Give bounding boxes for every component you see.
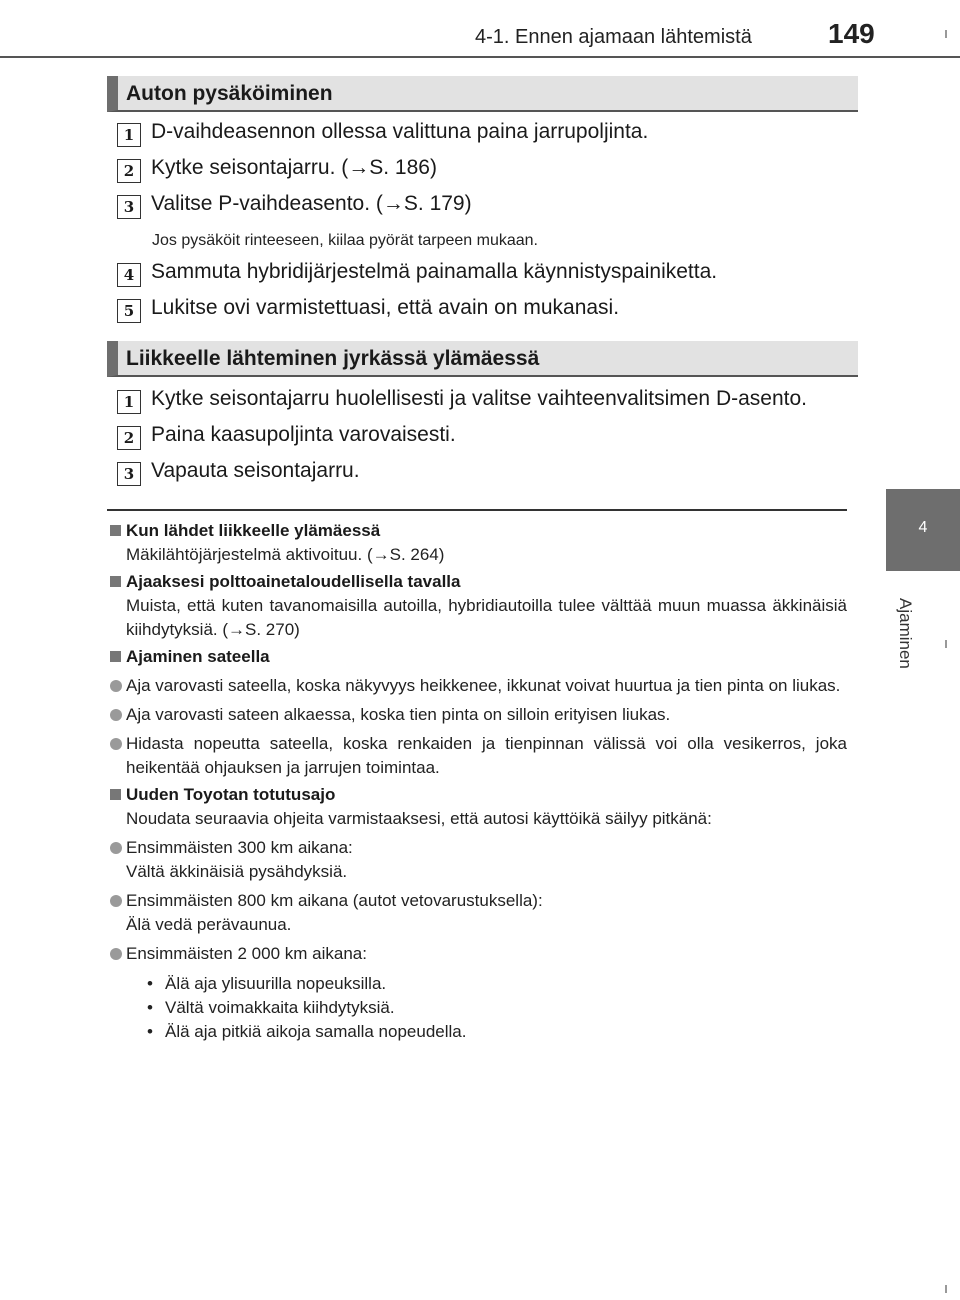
list-item [107,889,847,937]
crop-mark [945,1285,947,1293]
step-number: 5 [117,299,141,323]
circle-bullet-icon [110,738,122,750]
note-body: Mäkilähtöjärjestelmä aktivoituu. (→S. 264) [126,545,445,564]
chapter-label: Ajaminen [896,598,915,669]
list-item [107,674,847,698]
note-heading-text: Uuden Toyotan totutusajo [126,785,336,804]
section-header-parking [107,76,858,112]
list-item-text: Ensimmäisten 800 km aikana (autot vetovarustuksella): [126,891,543,910]
header-rule [0,56,960,58]
list-item [107,836,847,884]
step-text: Valitse P-vaihdeasento. (→S. 179) [151,192,472,215]
note-heading [107,519,847,543]
circle-bullet-icon [110,842,122,854]
section-divider [107,509,847,511]
note-heading-text: Ajaaksesi polttoainetaloudellisella tavalla [126,572,461,591]
section-title: Auton pysäköiminen [126,82,333,105]
notes-section [107,516,847,1044]
list-item-text: Vältä äkkinäisiä pysähdyksiä. [126,862,348,881]
sub-list [107,972,847,1044]
chapter-tab [886,489,960,571]
section-title: Liikkeelle lähteminen jyrkässä ylämäessä [126,347,540,370]
step-text: Paina kaasupoljinta varovaisesti. [151,423,456,446]
crop-mark [945,30,947,38]
header-title: 4-1. Ennen ajamaan lähtemistä [475,26,752,48]
page-number: 149 [828,18,875,49]
list-item [107,732,847,780]
square-bullet-icon [110,576,121,587]
step-number: 3 [117,195,141,219]
note-heading [107,645,847,669]
step-text: Lukitse ovi varmistettuasi, että avain on mukanasi. [151,296,620,319]
step-text: Vapauta seisontajarru. [151,459,360,482]
step-text: D-vaihdeasennon ollessa valittuna paina jarrupoljinta. [151,120,649,143]
step-text: Sammuta hybridijärjestelmä painamalla käynnistyspainiketta. [151,260,718,283]
chapter-number: 4 [918,519,928,536]
note-body: Noudata seuraavia ohjeita varmistaaksesi, että autosi käyttöikä säilyy pitkänä: [126,809,712,828]
step-number: 3 [117,462,141,486]
list-item-text: Aja varovasti sateen alkaessa, koska tien pinta on silloin erityisen liukas. [126,705,671,724]
step-number: 2 [117,159,141,183]
circle-bullet-icon [110,895,122,907]
step-number: 2 [117,426,141,450]
circle-bullet-icon [110,948,122,960]
step-number: 1 [117,123,141,147]
section-header-uphill [107,341,858,377]
note-body: Muista, että kuten tavanomaisilla autoilla, hybridiautoilla tulee välttää muun muassa äkkinäisiä kiihdytyksiä. (→S. 270) [126,596,847,639]
note-heading [107,783,847,807]
list-item [107,703,847,727]
circle-bullet-icon [110,709,122,721]
sub-list-item: • Vältä voimakkaita kiihdytyksiä. [143,996,847,1020]
step-number: 1 [117,390,141,414]
circle-bullet-icon [110,680,122,692]
sub-list-item: • Älä aja ylisuurilla nopeuksilla. [143,972,847,996]
list-item-text: Ensimmäisten 2 000 km aikana: [126,944,367,963]
note-heading-text: Kun lähdet liikkeelle ylämäessä [126,521,381,540]
sub-list-item: • Älä aja pitkiä aikoja samalla nopeudella. [143,1020,847,1044]
step-number: 4 [117,263,141,287]
list-item-text: Älä vedä perävaunua. [126,915,292,934]
square-bullet-icon [110,651,121,662]
list-item-text: Aja varovasti sateella, koska näkyvyys heikkenee, ikkunat voivat huurtua ja tien pinta on liukas. [126,676,841,695]
note-heading-text: Ajaminen sateella [126,647,270,666]
step-text: Kytke seisontajarru huolellisesti ja valitse vaihteenvalitsimen D-asento. [151,387,807,410]
square-bullet-icon [110,525,121,536]
list-item-text: Ensimmäisten 300 km aikana: [126,838,353,857]
list-item-text: Hidasta nopeutta sateella, koska renkaiden ja tienpinnan välissä voi olla vesikerros, joka heikentää ohjauksen ja jarrujen toimintaa. [126,734,847,777]
step-note: Jos pysäköit rinteeseen, kiilaa pyörät tarpeen mukaan. [152,232,538,249]
note-heading [107,570,847,594]
crop-mark [945,640,947,648]
list-item [107,942,847,966]
step-text: Kytke seisontajarru. (→S. 186) [151,156,437,179]
square-bullet-icon [110,789,121,800]
